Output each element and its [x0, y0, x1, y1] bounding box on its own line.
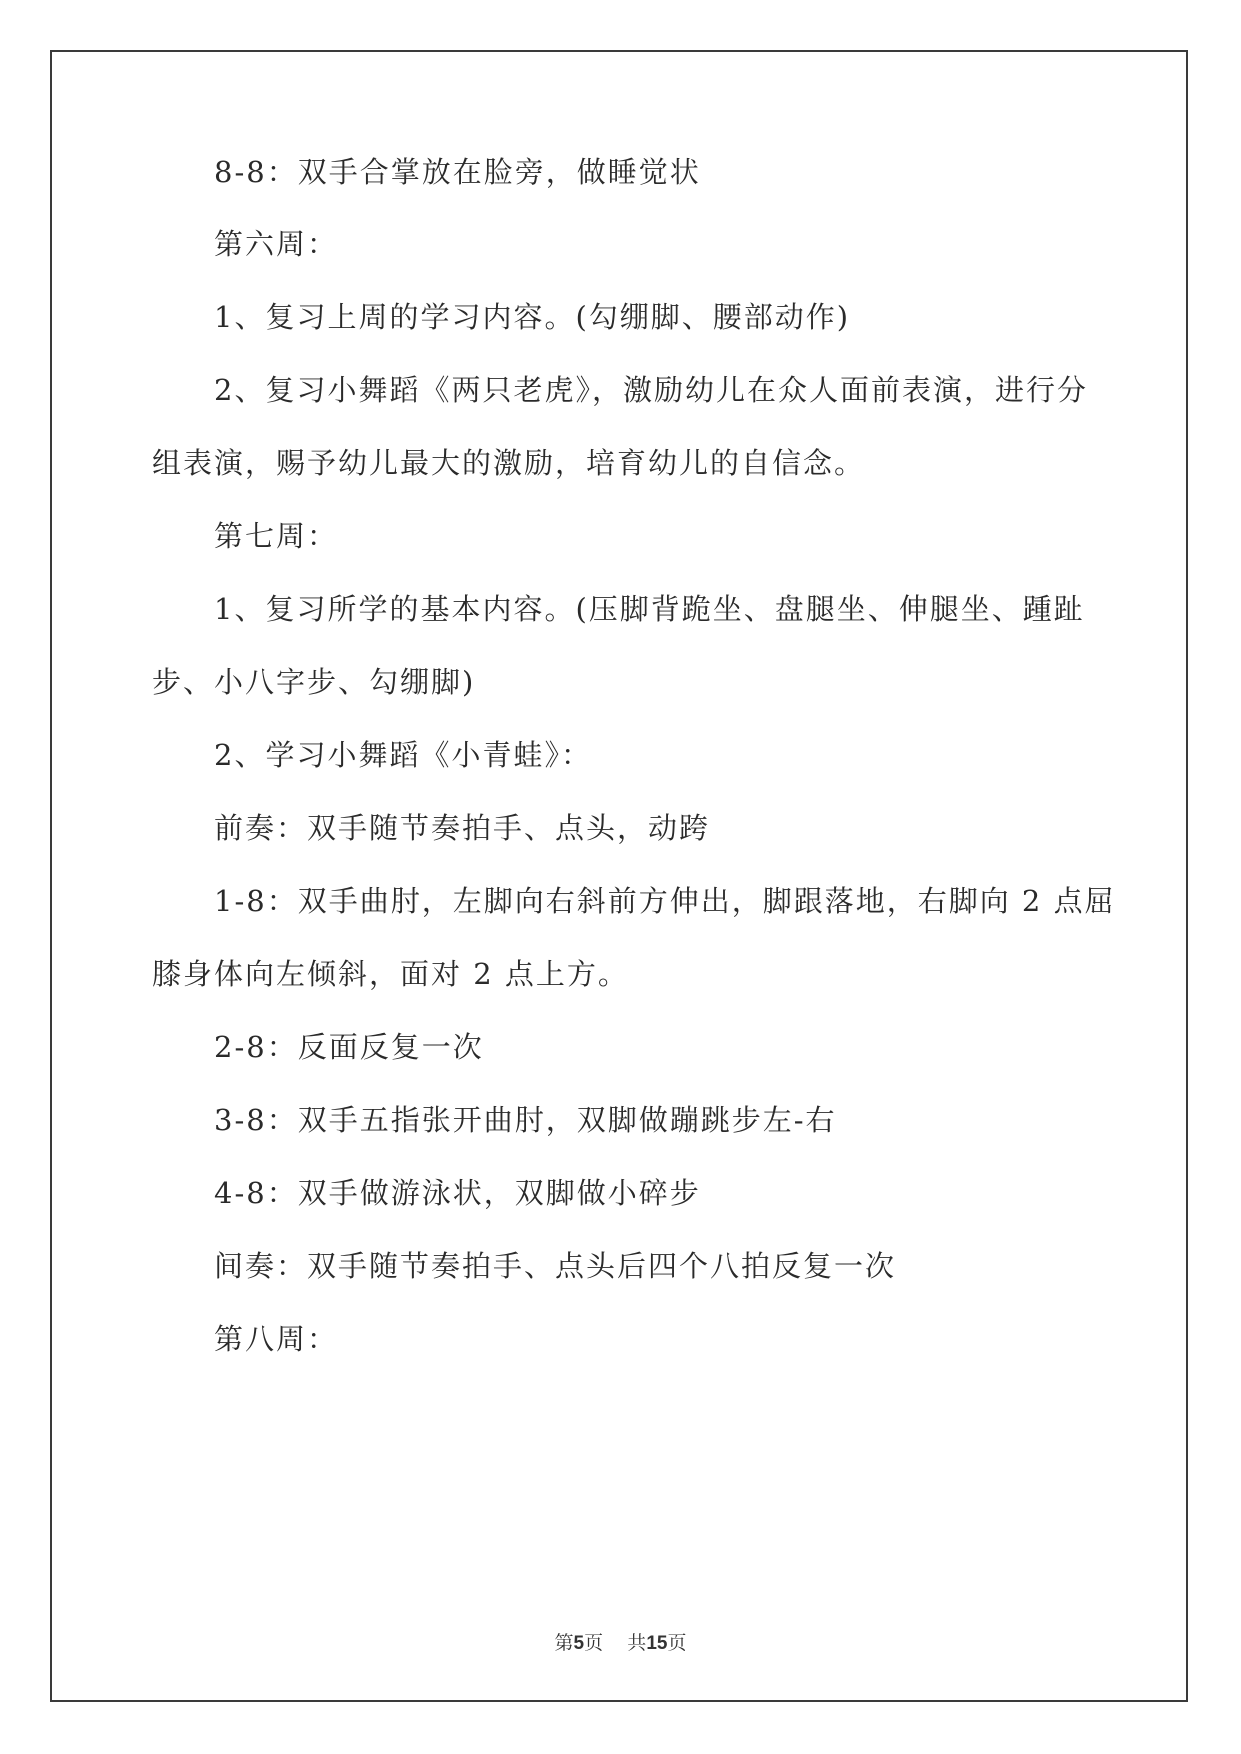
paragraph-line: 膝身体向左倾斜，面对 2 点上方。 [152, 957, 629, 991]
paragraph-line: 1-8：双手曲肘，左脚向右斜前方伸出，脚跟落地，右脚向 2 点屈 [214, 884, 1116, 918]
paragraph-line: 3-8：双手五指张开曲肘，双脚做蹦跳步左-右 [214, 1103, 837, 1137]
paragraph-line: 4-8：双手做游泳状，双脚做小碎步 [214, 1176, 701, 1210]
week-heading: 第六周： [214, 227, 339, 261]
paragraph-line: 2、学习小舞蹈《小青蛙》： [214, 738, 592, 772]
paragraph-line: 2-8：反面反复一次 [214, 1030, 484, 1064]
paragraph-line: 前奏：双手随节奏拍手、点头，动跨 [214, 811, 711, 845]
page-suffix: 页 [584, 1632, 604, 1654]
total-suffix: 页 [667, 1632, 687, 1654]
week-heading: 第八周： [214, 1322, 339, 1356]
page-prefix: 第 [554, 1632, 574, 1654]
paragraph-line: 步、小八字步、勾绷脚) [152, 665, 476, 699]
paragraph-line: 1、复习上周的学习内容。(勾绷脚、腰部动作) [214, 300, 851, 334]
page-footer [0, 1628, 1241, 1655]
page-number: 5 [573, 1633, 585, 1654]
total-pages: 15 [646, 1633, 668, 1654]
paragraph-line: 1、复习所学的基本内容。(压脚背跪坐、盘腿坐、伸腿坐、踵趾 [214, 592, 1085, 626]
paragraph-line: 8-8：双手合掌放在脸旁，做睡觉状 [214, 155, 701, 189]
paragraph-line: 组表演，赐予幼儿最大的激励，培育幼儿的自信念。 [152, 446, 866, 480]
week-heading: 第七周： [214, 519, 339, 553]
paragraph-line: 间奏：双手随节奏拍手、点头后四个八拍反复一次 [214, 1249, 897, 1283]
total-prefix: 共 [627, 1632, 647, 1654]
paragraph-line: 2、复习小舞蹈《两只老虎》，激励幼儿在众人面前表演，进行分 [214, 373, 1088, 407]
